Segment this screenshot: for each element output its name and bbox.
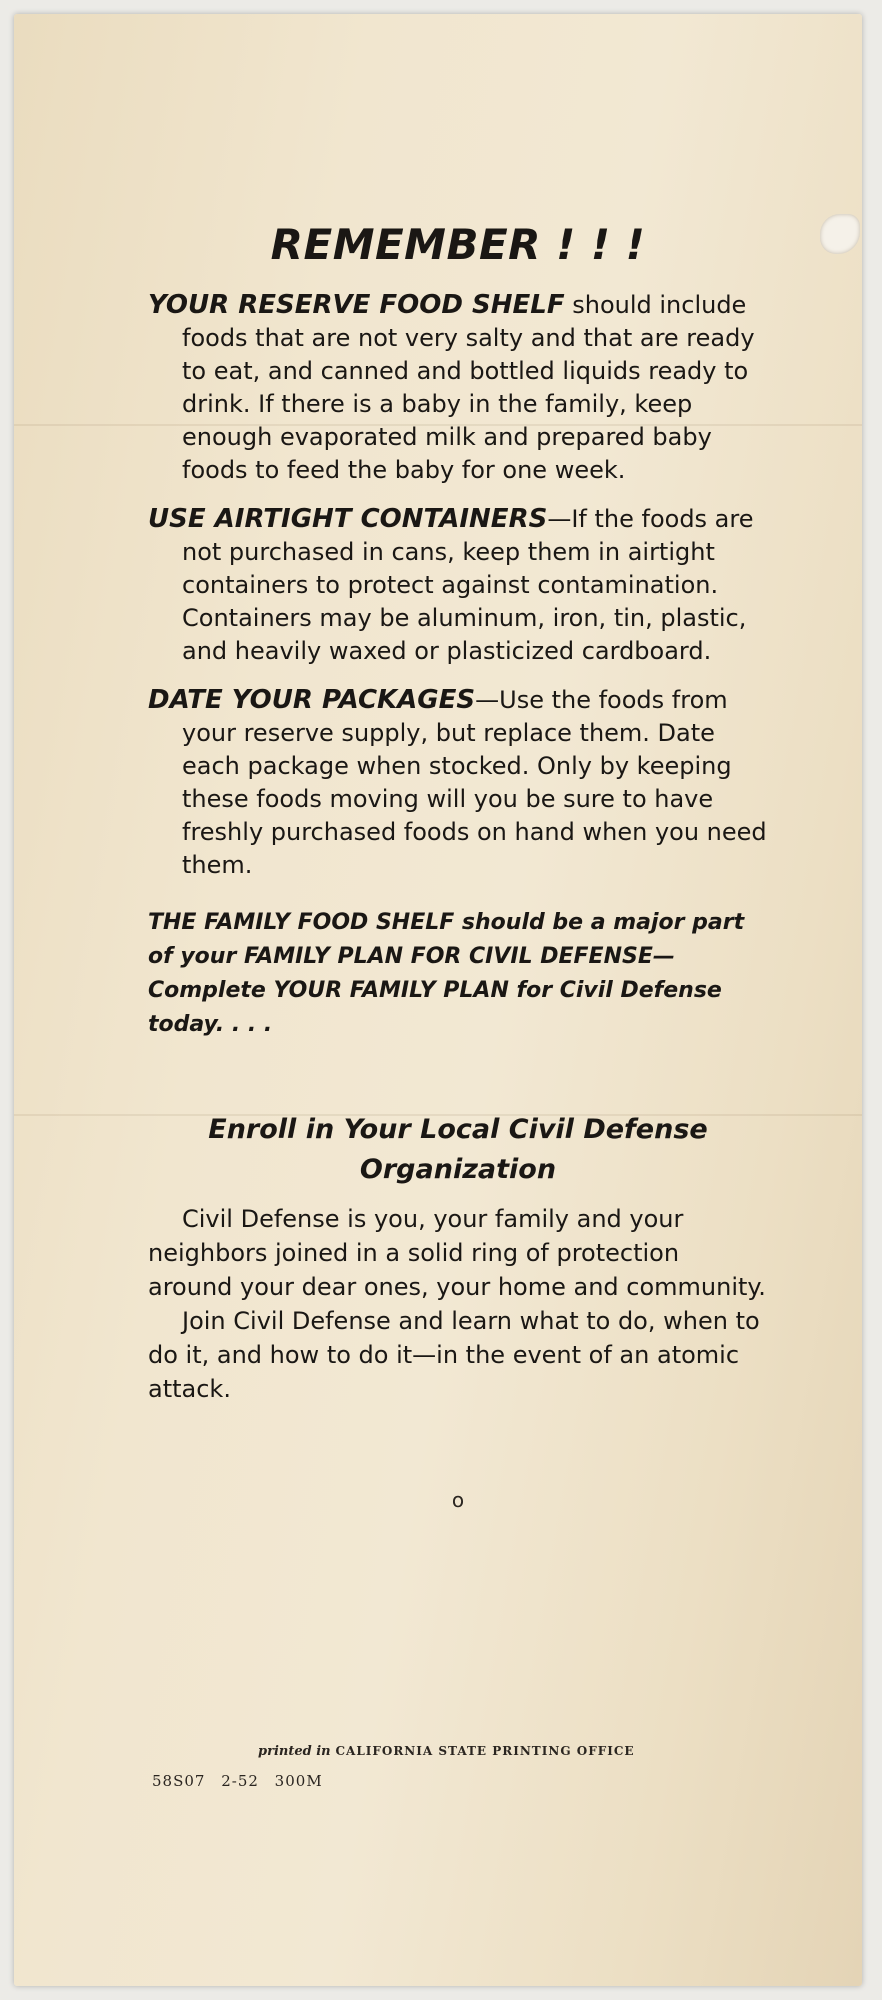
separator-mark: o <box>451 1488 465 1512</box>
form-code: 58S07 2-52 300M <box>152 1772 323 1790</box>
section-reserve-food-shelf <box>148 289 768 487</box>
printed-in-label: printed in <box>258 1744 331 1759</box>
enroll-paragraph: Civil Defense is you, your family and your neighbors joined in a solid ring of protection around your dear ones, your home and community. <box>148 1205 766 1301</box>
paper-tear <box>820 214 860 254</box>
enroll-paragraph: Join Civil Defense and learn what to do, when to do it, and how to do it—in the event of an atomic attack. <box>148 1307 760 1403</box>
section-text: —If the foods are not purchased in cans, keep them in airtight containers to protect against contamination. Containers may be aluminum, iron, tin, plastic, and heavily waxed or plasticized cardboard. <box>182 505 754 665</box>
section-airtight-containers <box>148 503 768 668</box>
printer-credit <box>258 1744 678 1759</box>
section-date-packages <box>148 684 768 882</box>
section-lead: USE AIRTIGHT CONTAINERS <box>148 504 548 534</box>
section-lead: DATE YOUR PACKAGES <box>148 685 476 715</box>
enroll-heading: Enroll in Your Local Civil Defense Organization <box>208 1114 708 1185</box>
leaflet-content <box>148 220 768 1512</box>
printing-office: CALIFORNIA STATE PRINTING OFFICE <box>335 1744 635 1758</box>
closing-statement: THE FAMILY FOOD SHELF should be a major part of your FAMILY PLAN FOR CIVIL DEFENSE—Complete YOUR FAMILY PLAN for Civil Defense today. . . . <box>148 910 745 1037</box>
section-text: —Use the foods from your reserve supply, but replace them. Date each package when stocked. Only by keeping these foods moving will you be sure to have freshly purchased foods on hand when you need them. <box>182 686 767 879</box>
section-text: should include foods that are not very salty and that are ready to eat, and canned and bottled liquids ready to drink. If there is a baby in the family, keep enough evaporated milk and prepared baby foods to feed the baby for one week. <box>182 291 755 484</box>
section-lead: YOUR RESERVE FOOD SHELF <box>148 290 565 320</box>
page-title: REMEMBER ! ! ! <box>270 220 646 269</box>
